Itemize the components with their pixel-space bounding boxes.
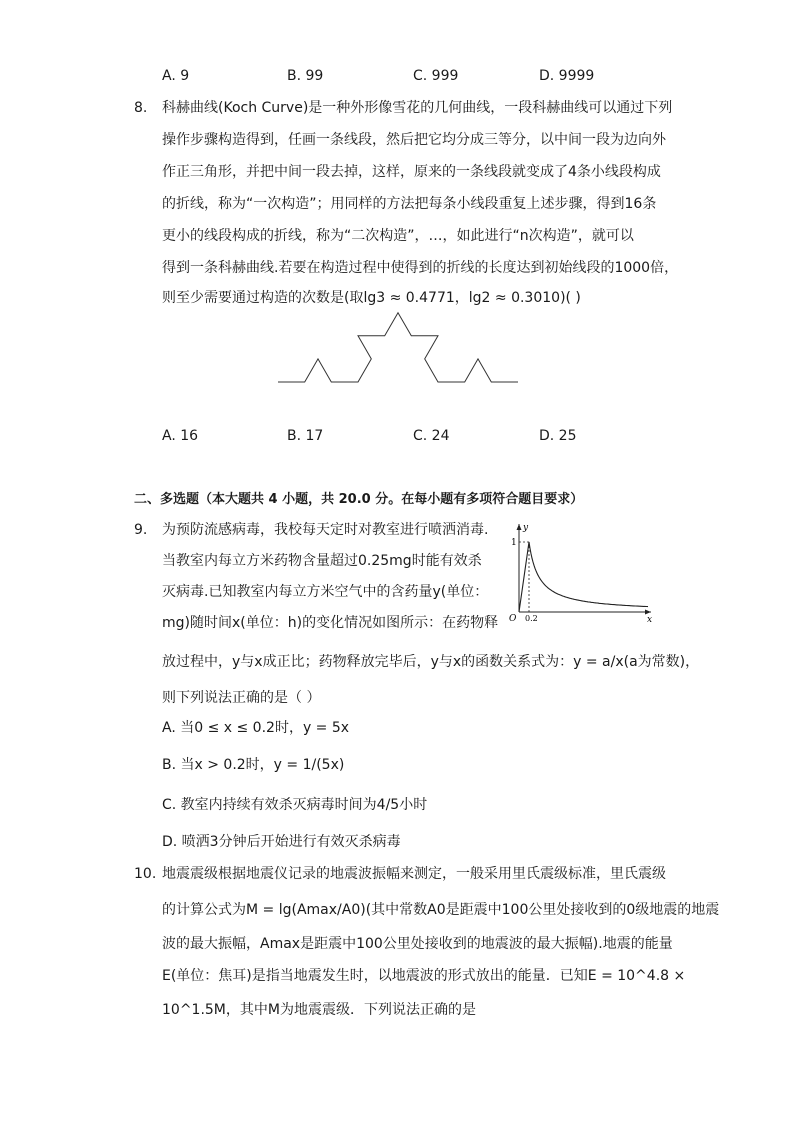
q10-line: 的计算公式为M = lg(Amax/A0)(其中常数A0是距震中100公里处接收到的0级地震的地震 bbox=[162, 902, 720, 918]
q7-option-b: B. 99 bbox=[287, 68, 324, 84]
q9-line: mg)随时间x(单位：h)的变化情况如图所示：在药物释 bbox=[162, 615, 499, 631]
q9-graph bbox=[505, 520, 655, 624]
koch-curve-figure bbox=[276, 306, 522, 386]
q9-option-b: B. 当x > 0.2时，y = 1/(5x) bbox=[162, 757, 345, 773]
koch-curve-line bbox=[278, 313, 518, 382]
q9-y-axis-label: y bbox=[523, 523, 529, 533]
q9-line: 为预防流感病毒，我校每天定时对教室进行喷洒消毒. bbox=[162, 522, 489, 538]
q7-option-a: A. 9 bbox=[162, 68, 190, 84]
q8-option-d: D. 25 bbox=[539, 428, 577, 444]
q8-line: 作正三角形，并把中间一段去掉，这样，原来的一条线段就变成了4条小线段构成 bbox=[162, 164, 661, 180]
q7-option-d: D. 9999 bbox=[539, 68, 595, 84]
q8-line: 得到一条科赫曲线.若要在构造过程中使得到的折线的长度达到初始线段的1000倍， bbox=[162, 260, 679, 276]
q8-line: 的折线，称为“一次构造”；用同样的方法把每条小线段重复上述步骤，得到16条 bbox=[162, 196, 657, 212]
q9-origin-label: O bbox=[509, 614, 517, 624]
q8-line: 操作步骤构造得到，任画一条线段，然后把它均分成三等分，以中间一段为边向外 bbox=[162, 132, 666, 148]
q9-option-a: A. 当0 ≤ x ≤ 0.2时，y = 5x bbox=[162, 720, 350, 736]
q7-option-c: C. 999 bbox=[413, 68, 459, 84]
q8-option-b: B. 17 bbox=[287, 428, 324, 444]
q10-line: 波的最大振幅，Amax是距震中100公里处接收到的地震波的最大振幅).地震的能量 bbox=[162, 936, 673, 952]
q8-option-c: C. 24 bbox=[413, 428, 450, 444]
q8-number: 8. bbox=[134, 100, 148, 116]
q9-y-tick-label: 1 bbox=[511, 538, 517, 548]
q8-line: 更小的线段构成的折线，称为“二次构造”，…，如此进行“n次构造”，就可以 bbox=[162, 228, 634, 244]
q9-x-tick-label: 0.2 bbox=[525, 614, 538, 623]
section-heading: 二、多选题（本大题共 4 小题，共 20.0 分。在每小题有多项符合题目要求） bbox=[134, 492, 584, 507]
q9-option-d: D. 喷洒3分钟后开始进行有效灭杀病毒 bbox=[162, 834, 401, 850]
q9-number: 9. bbox=[134, 522, 148, 538]
q10-line: E(单位：焦耳)是指当地震发生时，以地震波的形式放出的能量．已知E = 10^4.8 × bbox=[162, 968, 686, 984]
q9-line: 放过程中，y与x成正比；药物释放完毕后，y与x的函数关系式为：y = a/x(a为常数)， bbox=[162, 654, 700, 670]
q8-line: 则至少需要通过构造的次数是(取lg3 ≈ 0.4771，lg2 ≈ 0.3010)( ) bbox=[162, 290, 581, 306]
q10-line: 10^1.5M，其中M为地震震级．下列说法正确的是 bbox=[162, 1002, 476, 1018]
q9-line: 当教室内每立方米药物含量超过0.25mg时能有效杀 bbox=[162, 553, 482, 569]
q9-option-c: C. 教室内持续有效杀灭病毒时间为4/5小时 bbox=[162, 797, 428, 813]
q10-line: 地震震级根据地震仪记录的地震波振幅来测定，一般采用里氏震级标准，里氏震级 bbox=[162, 866, 666, 882]
q9-function-curve bbox=[519, 542, 648, 612]
q10-number: 10. bbox=[134, 866, 157, 882]
q8-line: 科赫曲线(Koch Curve)是一种外形像雪花的几何曲线，一段科赫曲线可以通过下列 bbox=[162, 100, 673, 116]
q9-x-axis-label: x bbox=[647, 615, 653, 624]
q9-line: 灭病毒.已知教室内每立方米空气中的含药量y(单位： bbox=[162, 584, 489, 600]
q8-option-a: A. 16 bbox=[162, 428, 199, 444]
q9-line: 则下列说法正确的是（ ） bbox=[162, 690, 321, 706]
